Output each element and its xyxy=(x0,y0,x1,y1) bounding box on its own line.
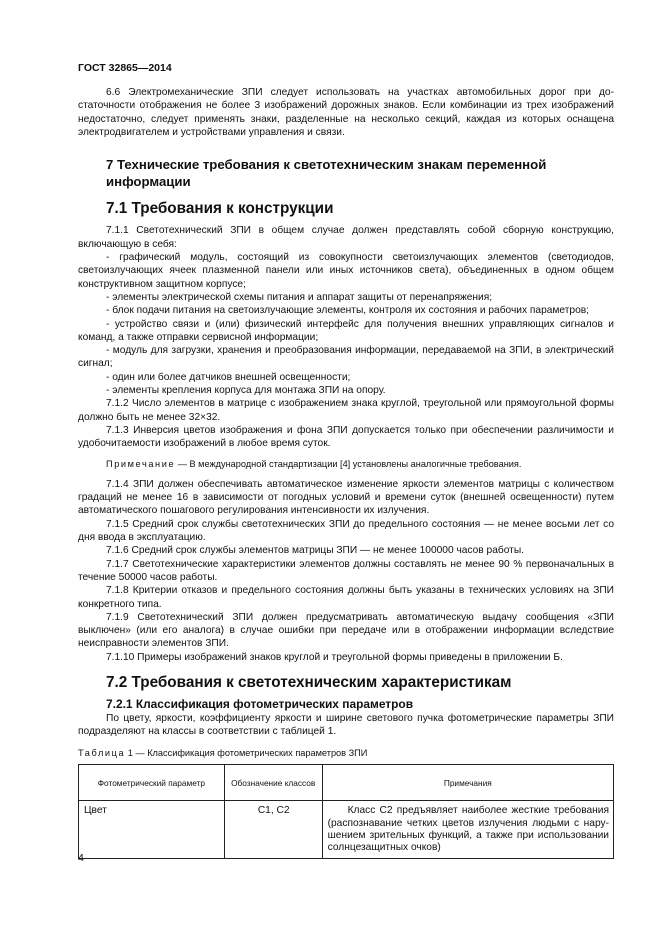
note-text: — В международной стандартизации [4] установлены аналогичные требования. xyxy=(175,458,522,469)
paragraph-7-1-4: 7.1.4 ЗПИ должен обеспечивать автоматическое изменение яркости элементов матрицы с количеством градаций не менее 16 в зависимости от погодных условий и времени суток (внешней освещенности) путем автоматического пошагового регулирования интенсивности их излучения. xyxy=(78,478,614,517)
column-header-classes: Обозначение классов xyxy=(224,765,322,801)
cell-parameter: Цвет xyxy=(79,801,225,858)
paragraph-7-1-8: 7.1.8 Критерии отказов и предельного состояния должны быть указаны в технических условиях на ЗПИ конкретного типа. xyxy=(78,585,614,610)
column-header-notes: Примечания xyxy=(322,765,613,801)
cell-classes: С1, С2 xyxy=(224,801,322,858)
note-label: Примечание xyxy=(106,458,176,469)
paragraph-7-1-2: 7.1.2 Число элементов в матрице с изображением знака круглой, треугольной или прямоугольной формы должно быть не менее 32×32. xyxy=(78,398,614,423)
section-7-2-1-title: 7.2.1 Классификация фотометрических параметров xyxy=(106,697,414,712)
column-header-parameter: Фотометрический параметр xyxy=(79,765,225,801)
cell-notes: Класс С2 предъявляет наиболее жесткие требования (распознавание четких цветов излучения людьми с нарушением зрительных функций, а также при использовании солнцезащитных очков) xyxy=(322,801,613,858)
paragraph-7-1-9: 7.1.9 Светотехнический ЗПИ должен предусматривать автоматическую выдачу сообщения «ЗПИ выключен» (или его аналога) в случае ошибки при передаче или в отображении информации вследствие неисправности элементов ЗПИ. xyxy=(78,611,614,650)
paragraph-7-1-3: 7.1.3 Инверсия цветов изображения и фона ЗПИ допускается только при обеспечении различимости и удобочитаемости изображений в любое время суток. xyxy=(78,424,614,450)
table-caption xyxy=(78,747,614,760)
list-item: - блок подачи питания на светоизлучающие элементы, контроля их состояния и рабочих параметров; xyxy=(106,305,589,317)
list-item: - модуль для загрузки, хранения и преобразования информации, передаваемой на ЗПИ, в электрический сигнал; xyxy=(78,345,614,370)
paragraph-7-1-1: 7.1.1 Светотехнический ЗПИ в общем случае должен представлять собой сборную конструкцию, включающую в себя: xyxy=(78,225,614,250)
page-content xyxy=(78,86,614,859)
paragraph-7-1-5: 7.1.5 Средний срок службы светотехнических ЗПИ до предельного состояния — не менее восьми лет со дня ввода в эксплуатацию. xyxy=(78,518,614,544)
paragraph-7-1-6: 7.1.6 Средний срок службы элементов матрицы ЗПИ — не менее 100000 часов работы. xyxy=(106,545,524,557)
list-item: - графический модуль, состоящий из совокупности светоизлучающих элементов (светодиодов, светоизлучающих ячеек плазменной панели или иных источников света), объединенных в одном общем конструктивном защитном корпусе; xyxy=(78,252,614,290)
section-7-title: 7 Технические требования к светотехническим знакам переменной информации xyxy=(106,157,547,189)
list-item: - элементы электрической схемы питания и аппарат защиты от перенапряжения; xyxy=(106,291,493,303)
table-row xyxy=(79,801,614,858)
table-caption-text: 1 — Классификация фотометрических параметров ЗПИ xyxy=(125,748,368,759)
paragraph-7-2-1: По цвету, яркости, коэффициенту яркости и ширине светового пучка фотометрические параметры ЗПИ подразделяют на классы в соответствии с таблицей 1. xyxy=(78,712,614,737)
list-item: - элементы крепления корпуса для монтажа ЗПИ на опору. xyxy=(106,385,386,397)
page-header-standard: ГОСТ 32865—2014 xyxy=(78,62,172,74)
table-header-row xyxy=(79,765,614,801)
component-list xyxy=(78,251,614,397)
note xyxy=(78,458,614,471)
list-item: - один или более датчиков внешней освещенности; xyxy=(106,371,351,383)
page-number: 4 xyxy=(78,852,84,864)
section-7-2-title: 7.2 Требования к светотехническим характеристикам xyxy=(106,673,512,691)
paragraph-7-1-7: 7.1.7 Светотехнические характеристики элементов должны составлять не менее 90 % первоначальных в течение 50000 часов работы. xyxy=(78,558,614,583)
paragraph-7-1-10: 7.1.10 Примеры изображений знаков круглой и треугольной формы приведены в приложении Б. xyxy=(106,651,563,663)
paragraph-6-6: 6.6 Электромеханические ЗПИ следует использовать на участках автомобильных дорог при достаточности отображения не более 3 изображений дорожных знаков. Если комбинации из трех изображений недостаточно, следует применять знаки, разделенные на несколько секций, каждая из которых оснащена электродвигателем и устройствами управления и связи. xyxy=(78,87,614,138)
table-caption-label: Таблица xyxy=(78,748,126,759)
section-7-1-title: 7.1 Требования к конструкции xyxy=(106,200,334,218)
list-item: - устройство связи и (или) физический интерфейс для получения внешних управляющих сигналов и команд, а также отправки сервисной информации; xyxy=(78,318,614,343)
photometric-table xyxy=(78,764,614,858)
